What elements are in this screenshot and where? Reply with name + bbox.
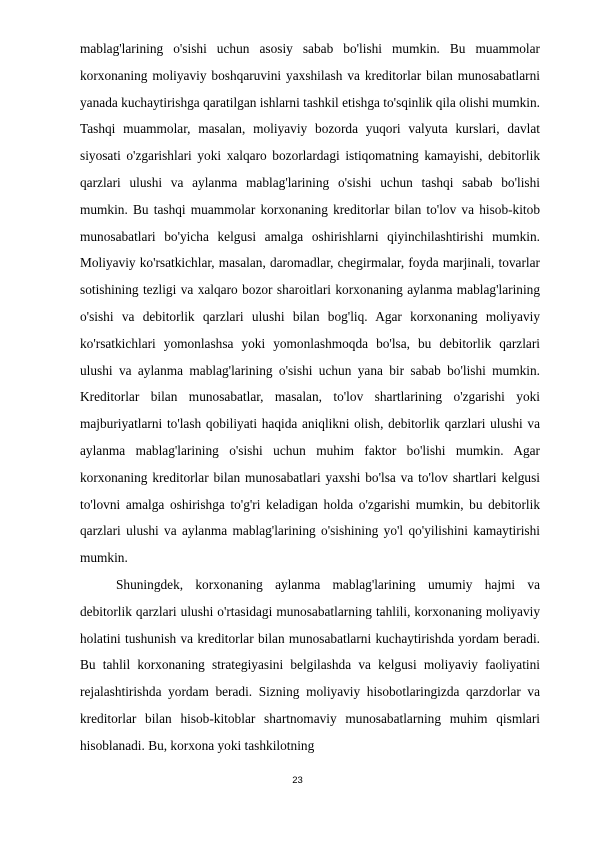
page-number: 23 [292, 775, 303, 786]
paragraph-continued: mablag'larining o'sishi uchun asosiy sabab bo'lishi mumkin. Bu muammolar korxonaning moliyaviy boshqaruvini yaxshilash va kreditorlar bilan munosabatlarni yanada kuchaytirishga qaratilgan ishlarni tashkil etishga to'sqinlik qila olishi mumkin. Tashqi muammolar, masalan, moliyaviy bozorda yuqori valyuta kurslari, davlat siyosati o'zgarishlari yoki xalqaro bozorlardagi istiqomatning kamayishi, debitorlik qarzlari ulushi va aylanma mablag'larining o'sishi uchun tashqi sabab bo'lishi mumkin. Bu tashqi muammolar korxonaning kreditorlar bilan to'lov va hisob-kitob munosabatlari bo'yicha kelgusi amalga oshirishlarni qiyinchilashtirishi mumkin. Moliyaviy ko'rsatkichlar, masalan, daromadlar, chegirmalar, foyda marjinali, tovarlar sotishining tezligi va xalqaro bozor sharoitlari korxonaning aylanma mablag'larining o'sishi va debitorlik qarzlari ulushi bilan bog'liq. Agar korxonaning moliyaviy ko'rsatkichlari yomonlashsa yoki yomonlashmoqda bo'lsa, bu debitorlik qarzlari ulushi va aylanma mablag'larining o'sishi uchun yana bir sabab bo'lishi mumkin. Kreditorlar bilan munosabatlar, masalan, to'lov shartlarining o'zgarishi yoki majburiyatlarni to'lash qobiliyati haqida aniqlikni olish, debitorlik qarzlari ulushi va aylanma mablag'larining o'sishi uchun muhim faktor bo'lishi mumkin. Agar korxonaning kreditorlar bilan munosabatlari yaxshi bo'lsa va to'lov shartlari kelgusi to'lovni amalga oshirishga to'g'ri keladigan holda o'zgarishi mumkin, bu debitorlik qarzlari ulushi va aylanma mablag'larining o'sishining yo'l qo'yilishini kamaytirishi mumkin. [80, 41, 540, 566]
paragraph: Shuningdek, korxonaning aylanma mablag'larining umumiy hajmi va debitorlik qarzlari ulushi o'rtasidagi munosabatlarning tahlili, korxonaning moliyaviy holatini tushunish va kreditorlar bilan munosabatlarni kuchaytirishda yordam beradi. Bu tahlil korxonaning strategiyasini belgilashda va kelgusi moliyaviy faoliyatini rejalashtirishda yordam beradi. Sizning moliyaviy hisobotlaringizda qarzdorlar va kreditorlar bilan hisob-kitoblar shartnomaviy munosabatlarning muhim qismlari hisoblanadi. Bu, korxona yoki tashkilotning [80, 576, 540, 753]
body-text [80, 36, 540, 760]
